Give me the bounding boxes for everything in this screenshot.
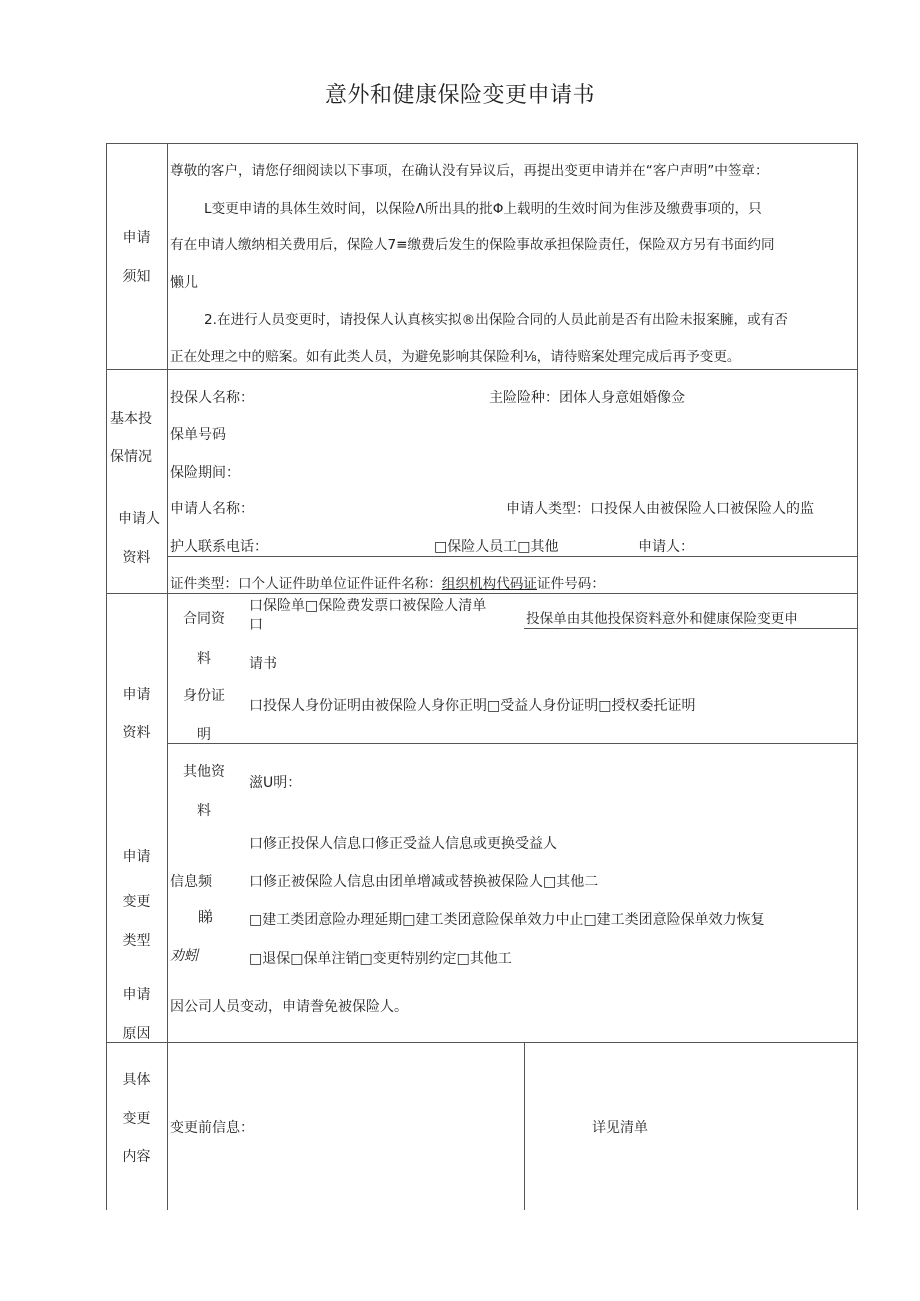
row-divider (167, 556, 858, 557)
contract-materials-options-right: 投保单由其他投保资料意外和健康保险变更申 (526, 611, 798, 627)
basic-info-label: 保情况 (110, 449, 152, 465)
details-label: 变更 (122, 1111, 151, 1127)
notice-line: 懒儿 (170, 275, 198, 291)
applicant-label: 申请人 (118, 511, 160, 527)
info-change-label: 信息频 (170, 874, 212, 890)
before-change-info: 变更前信息： (170, 1120, 254, 1136)
notice-label: 申请 (122, 230, 151, 246)
contract-materials-options: 口保险单□保险费发票口被保险人清单 (249, 598, 487, 614)
notice-line: 有在申请人缴纳相关费用后，保险人7≡缴费后发生的保险事故承担保险责任，保险双方另有书面约同 (170, 237, 775, 253)
id-number-label: 证件号码： (537, 576, 605, 592)
insurance-period-field: 保险期间： (170, 465, 240, 481)
guardian-phone-field: 护人联系电话： (170, 539, 268, 555)
reason-text: 因公司人员变动，申请誊免被保险人。 (170, 999, 408, 1015)
contract-materials-options: 口 (249, 617, 263, 633)
table-right-border (857, 143, 858, 1210)
details-column-divider (524, 1042, 525, 1210)
identity-label: 明 (197, 727, 211, 743)
row-divider (106, 369, 858, 370)
other-materials-label: 其他资 (183, 764, 225, 780)
notice-line: 尊敬的客户，请您仔细阅读以下事项，在确认没有异议后，再提出变更申请并在“客户声明”中签章： (170, 163, 769, 179)
row-divider (167, 743, 858, 744)
staff-other-checkboxes: □保险人员工□其他 (434, 539, 559, 555)
row-divider (106, 593, 858, 594)
change-option-line: 口修正投保人信息口修正受益人信息或更换受益人 (249, 836, 557, 852)
applicant-type-field: 申请人类型：口投保人由被保险人口被保险人的监 (506, 501, 814, 517)
applicant-label: 资料 (122, 550, 151, 566)
other-materials-label: 料 (197, 803, 211, 819)
table-left-border (106, 143, 107, 1210)
reason-label: 原因 (122, 1026, 151, 1042)
id-type-prefix: 证件类型：口个人证件助单位证件证件名称： (170, 576, 442, 592)
identity-label: 身份证 (183, 688, 225, 704)
change-type-label: 类型 (122, 933, 151, 949)
change-type-sublabel: 睇 (198, 908, 214, 926)
contract-materials-label: 合同资 (183, 611, 225, 627)
notice-line: 正在处理之中的赔案。如有此类人员，为避免影响其保险利⅛，请待赔案处理完成后再予变更。 (170, 349, 741, 365)
id-type-field (170, 575, 605, 593)
contract-materials-continuation: 请书 (249, 656, 277, 672)
identity-options: 口投保人身份证明由被保险人身你正明□受益人身份证明□授权委托证明 (249, 698, 696, 714)
materials-label: 资料 (122, 725, 151, 741)
applicant-field: 申请人： (638, 539, 694, 555)
contract-materials-label: 料 (197, 651, 211, 667)
notice-line: 2.在进行人员变更时，请投保人认真核实拟®出保险合同的人员此前是否有出险未报案臃，或有否 (204, 312, 788, 328)
applicant-name-field: 申请人名称： (170, 501, 254, 517)
id-org-code: 组织机构代码证 (441, 576, 538, 592)
details-label: 内容 (122, 1149, 151, 1165)
change-type-sublabel: 劝蚓 (170, 948, 198, 964)
row-divider (106, 1042, 858, 1043)
notice-line: L变更申请的具体生效时间，以保险Λ所出具的批Φ上载明的生效时间为隹涉及缴费事项的，只 (204, 201, 762, 217)
policy-number-field: 保单号码 (170, 427, 226, 443)
policyholder-name-field: 投保人名称： (170, 390, 254, 406)
change-type-label: 申请 (122, 849, 151, 865)
main-insurance-field: 主险险种：团体人身意姐婚像佥 (489, 390, 685, 406)
details-label: 具体 (122, 1072, 151, 1088)
change-option-line: □建工类团意险办理延期□建工类团意险保单效力中止□建工类团意险保单效力恢复 (249, 912, 765, 928)
document-title: 意外和健康保险变更申请书 (324, 83, 595, 108)
change-type-label: 变更 (122, 894, 151, 910)
materials-label: 申请 (122, 687, 151, 703)
table-top-border (106, 143, 858, 144)
reason-label: 申请 (122, 987, 151, 1003)
change-option-line: 口修正被保险人信息由团单增减或替换被保险人□其他二 (249, 874, 599, 890)
other-materials-note: 滋U明： (249, 775, 302, 791)
label-column-divider (167, 143, 168, 1210)
see-list-note: 详见清单 (592, 1120, 648, 1136)
change-option-line: □退保□保单注销□变更特别约定□其他工 (249, 951, 512, 967)
basic-info-label: 基本投 (110, 411, 152, 427)
row-divider (524, 628, 858, 629)
notice-label: 须知 (122, 269, 151, 285)
